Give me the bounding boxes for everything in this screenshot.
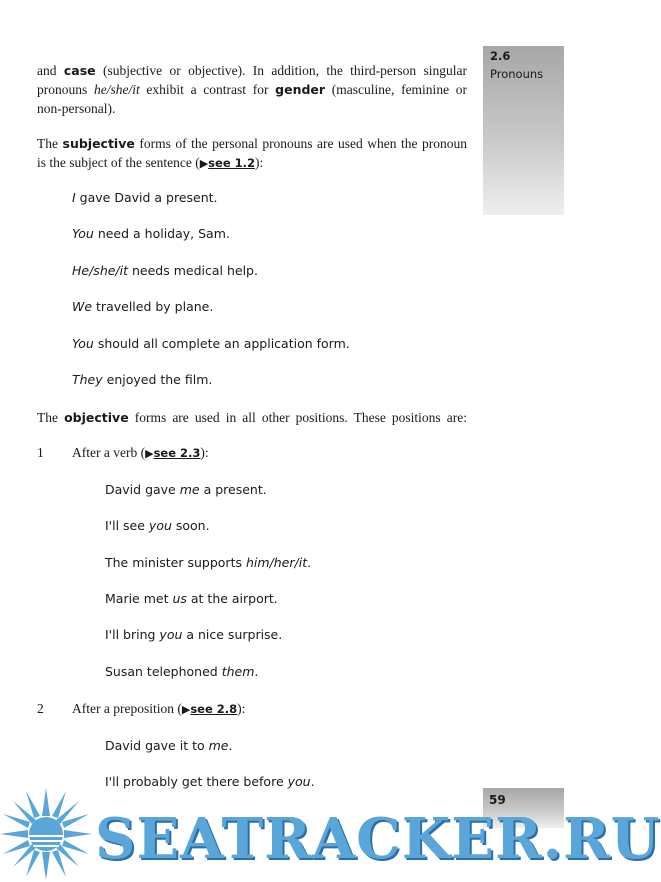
list-item-text: After a preposition (▶see 2.8): [72,701,246,716]
section-title: Pronouns [490,67,544,81]
example-sentence: I'll bring you a nice surprise. [105,627,283,642]
example-sentence: I gave David a present. [72,190,218,205]
sun-logo-icon [0,786,94,882]
example-sentence: Susan telephoned them. [105,664,259,679]
term-gender: gender [275,82,326,97]
example-sentence: The minister supports him/her/it. [105,555,312,570]
para2-line1: The subjective forms of the personal pronouns are used when the pronoun [37,136,468,151]
para1-line2: pronouns he/she/it exhibit a contrast for gender (masculine, feminine or [37,82,467,97]
example-sentence: I'll see you soon. [105,518,210,533]
example-sentence: He/she/it needs medical help. [72,263,258,278]
list-number: 2 [37,701,44,716]
example-sentence: David gave me a present. [105,482,267,497]
example-sentence: I'll probably get there before you. [105,774,315,789]
xref-link[interactable]: see 2.8 [190,702,238,716]
section-number: 2.6 [490,49,511,63]
xref-link[interactable]: see 1.2 [208,156,255,170]
list-item-text: After a verb (▶see 2.3): [72,445,209,460]
page-number: 59 [489,793,506,807]
para2-line2: is the subject of the sentence (▶see 1.2): [37,155,264,170]
arrow-icon: ▶ [181,704,191,716]
example-sentence: You should all complete an application form. [72,336,350,351]
term-case: case [63,63,96,78]
arrow-icon: ▶ [199,158,209,170]
para1-line3: non-personal). [37,101,116,116]
para1-line1: and case (subjective or objective). In addition, the third-person singular [37,63,468,78]
term-subjective: subjective [62,136,135,151]
watermark-text: SEATRACKER.RU [95,806,661,872]
example-sentence: You need a holiday, Sam. [72,226,230,241]
xref-link[interactable]: see 2.3 [153,446,201,460]
list-number: 1 [37,445,44,460]
example-sentence: Marie met us at the airport. [105,591,278,606]
para3-line: The objective forms are used in all other positions. These positions are: [37,410,467,425]
example-sentence: David gave it to me. [105,738,233,753]
example-sentence: We travelled by plane. [72,299,214,314]
term-objective: objective [64,410,129,425]
arrow-icon: ▶ [145,448,154,460]
example-sentence: They enjoyed the film. [72,372,213,387]
